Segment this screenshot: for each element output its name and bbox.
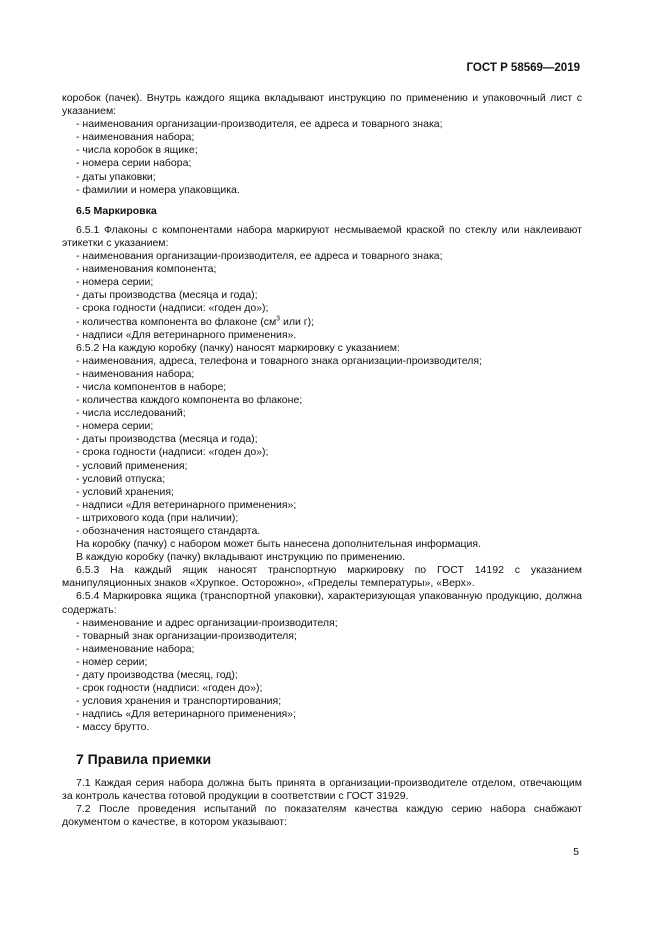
list-item: - числа компонентов в наборе; (76, 380, 227, 393)
paragraph-6-5-1: 6.5.1 Флаконы с компонентами набора маркируют несмываемой краской по стеклу или наклеивают этикетки с указанием: (62, 223, 582, 249)
list-item: - наименование и адрес организации-производителя; (76, 616, 338, 629)
list-6-5-4 (62, 617, 582, 735)
list-item: - даты производства (месяца и года); (76, 433, 258, 446)
document-header: ГОСТ Р 58569—2019 (466, 62, 580, 74)
list-6-5-2 (62, 355, 582, 538)
list-item: - числа исследований; (76, 407, 186, 420)
list-item: - срока годности (надписи: «годен до»); (76, 302, 269, 315)
list-item: - даты производства (месяца и года); (76, 289, 258, 302)
list-item: - наименование набора; (76, 642, 195, 655)
paragraph-6-5-2-extra-2: В каждую коробку (пачку) вкладывают инструкцию по применению. (76, 551, 406, 564)
list-item: - условия хранения и транспортирования; (76, 695, 282, 708)
list-item: - наименования набора; (76, 367, 195, 380)
volume-suffix: или г); (280, 315, 314, 328)
list-item: - номера серии; (76, 276, 154, 289)
list-item: - наименования организации-производителя, ее адреса и товарного знака; (76, 250, 443, 263)
list-item: - условий хранения; (76, 485, 174, 498)
paragraph-7-1: 7.1 Каждая серия набора должна быть принята в организации-производителе отделом, отвечающим за контроль качества готовой продукции в соответствии с ГОСТ 31929. (62, 776, 582, 802)
list-item: - штрихового кода (при наличии); (76, 511, 239, 524)
superscript: 3 (276, 315, 281, 322)
list-item: - даты упаковки; (76, 170, 156, 183)
list-item: - номера серии набора; (76, 157, 192, 170)
paragraph-6-5-2: 6.5.2 На каждую коробку (пачку) наносят маркировку с указанием: (76, 341, 400, 354)
list-item: - срок годности (надписи: «годен до»); (76, 682, 263, 695)
page-number: 5 (573, 846, 579, 858)
paragraph-6-5-4: 6.5.4 Маркировка ящика (транспортной упаковки), характеризующая упакованную продукцию, должна содержать: (62, 590, 582, 616)
list-item: - дату производства (месяц, год); (76, 669, 238, 682)
list-item: - наименования, адреса, телефона и товарного знака организации-производителя; (76, 354, 483, 367)
list-item: - надписи «Для ветеринарного применения»; (76, 498, 297, 511)
intro-paragraph: коробок (пачек). Внутрь каждого ящика вкладывают инструкцию по применению и упаковочный лист с указанием: (62, 92, 582, 118)
list-item: - надписи «Для ветеринарного применения». (76, 328, 297, 341)
list-item: - фамилии и номера упаковщика. (76, 183, 240, 196)
section-6-5-heading: 6.5 Маркировка (76, 204, 157, 217)
paragraph-7-2: 7.2 После проведения испытаний по показателям качества каждую серию набора снабжают документом о качестве, в котором указывают: (62, 802, 582, 828)
list-item: - условий отпуска; (76, 472, 166, 485)
document-body (62, 92, 582, 829)
list-item: - наименования организации-производителя, ее адреса и товарного знака; (76, 118, 443, 131)
list-item: - надпись «Для ветеринарного применения»; (76, 708, 296, 721)
list-item: - числа коробок в ящике; (76, 144, 198, 157)
volume-prefix: - количества компонента во флаконе (см (76, 315, 277, 328)
box-list (62, 118, 582, 197)
list-item: - срока годности (надписи: «годен до»); (76, 446, 269, 459)
list-item: - условий применения; (76, 459, 188, 472)
paragraph-6-5-3: 6.5.3 На каждый ящик наносят транспортную маркировку по ГОСТ 14192 с указанием манипуляционных знаков «Хрупкое. Осторожно», «Пределы температуры», «Верх». (62, 564, 582, 590)
list-item: - массу брутто. (76, 721, 150, 734)
list-item: - количества каждого компонента во флаконе; (76, 394, 303, 407)
list-6-5-1 (62, 250, 582, 342)
list-item: - номера серии; (76, 420, 154, 433)
section-7-heading: 7 Правила приемки (76, 750, 212, 767)
paragraph-6-5-2-extra-1: На коробку (пачку) с набором может быть нанесена дополнительная информация. (76, 538, 482, 551)
list-item-volume (62, 316, 582, 329)
list-item: - наименования набора; (76, 131, 195, 144)
list-item: - товарный знак организации-производителя; (76, 629, 297, 642)
list-item: - номер серии; (76, 655, 148, 668)
list-item: - обозначения настоящего стандарта. (76, 525, 261, 537)
list-item: - наименования компонента; (76, 263, 217, 276)
